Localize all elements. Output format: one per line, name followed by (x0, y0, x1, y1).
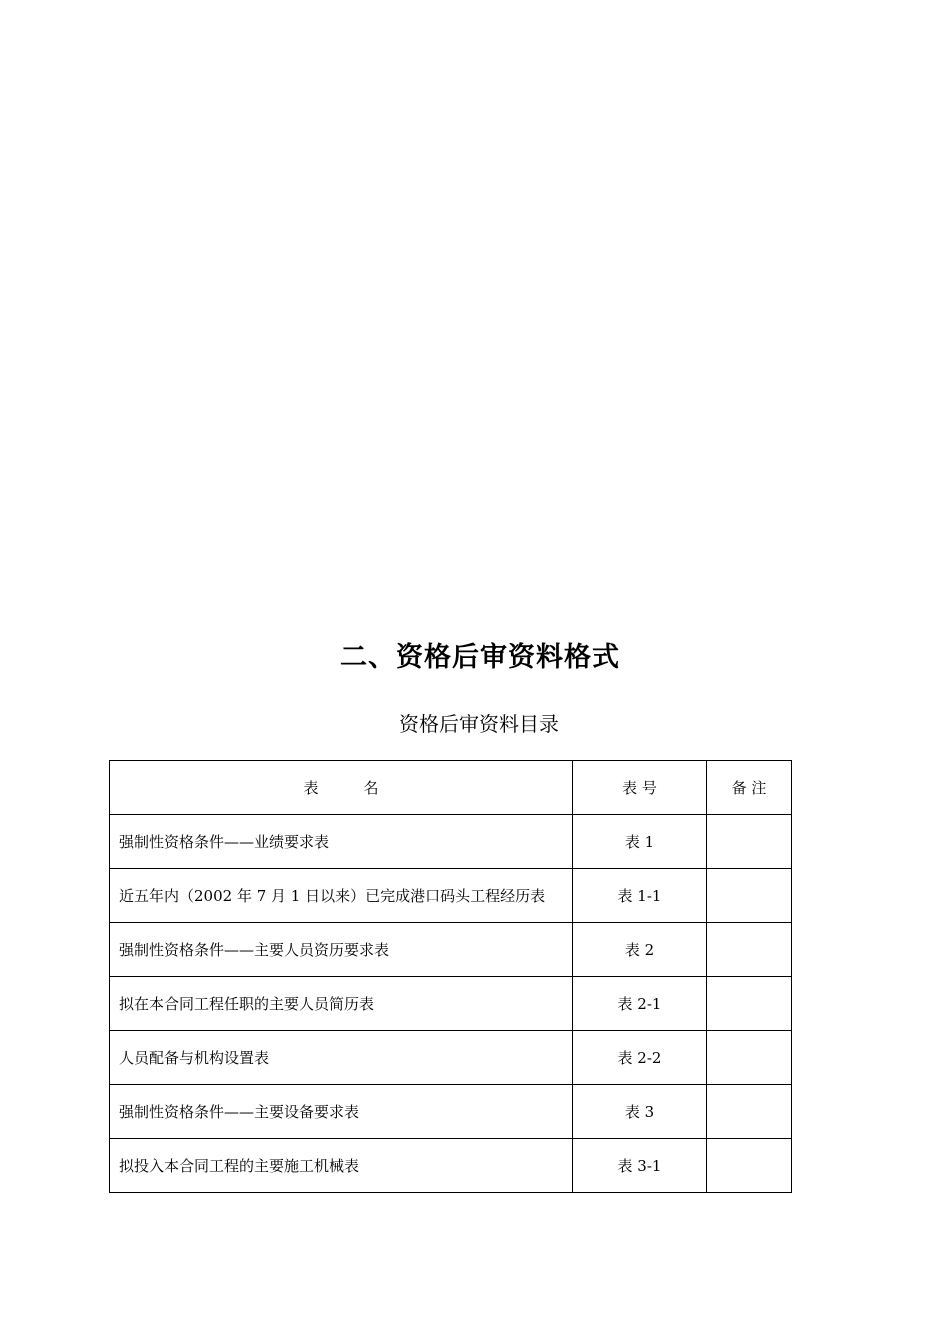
row-number: 表 2-2 (573, 1031, 707, 1085)
table-row (110, 923, 792, 977)
row-note (707, 923, 792, 977)
table-row (110, 869, 792, 923)
header-name: 表 名 (110, 761, 573, 815)
row-number: 表 3 (573, 1085, 707, 1139)
section-title: 二、资格后审资料格式 (340, 642, 620, 673)
row-note (707, 815, 792, 869)
row-note (707, 869, 792, 923)
table-header-row (110, 761, 792, 815)
table-row (110, 815, 792, 869)
table-row (110, 1139, 792, 1193)
row-name: 强制性资格条件——业绩要求表 (110, 815, 573, 869)
row-name: 拟投入本合同工程的主要施工机械表 (110, 1139, 573, 1193)
row-number: 表 1-1 (573, 869, 707, 923)
row-name: 人员配备与机构设置表 (110, 1031, 573, 1085)
row-number: 表 3-1 (573, 1139, 707, 1193)
row-name: 强制性资格条件——主要人员资历要求表 (110, 923, 573, 977)
row-note (707, 1031, 792, 1085)
row-name: 近五年内（2002 年 7 月 1 日以来）已完成港口码头工程经历表 (110, 869, 573, 923)
header-number: 表 号 (573, 761, 707, 815)
row-name: 拟在本合同工程任职的主要人员简历表 (110, 977, 573, 1031)
row-name: 强制性资格条件——主要设备要求表 (110, 1085, 573, 1139)
catalog-table (109, 760, 792, 1193)
row-note (707, 1139, 792, 1193)
row-note (707, 977, 792, 1031)
row-number: 表 1 (573, 815, 707, 869)
row-number: 表 2-1 (573, 977, 707, 1031)
table-row (110, 1085, 792, 1139)
table-row (110, 977, 792, 1031)
header-note: 备 注 (707, 761, 792, 815)
catalog-title: 资格后审资料目录 (399, 712, 559, 736)
row-note (707, 1085, 792, 1139)
table-row (110, 1031, 792, 1085)
row-number: 表 2 (573, 923, 707, 977)
